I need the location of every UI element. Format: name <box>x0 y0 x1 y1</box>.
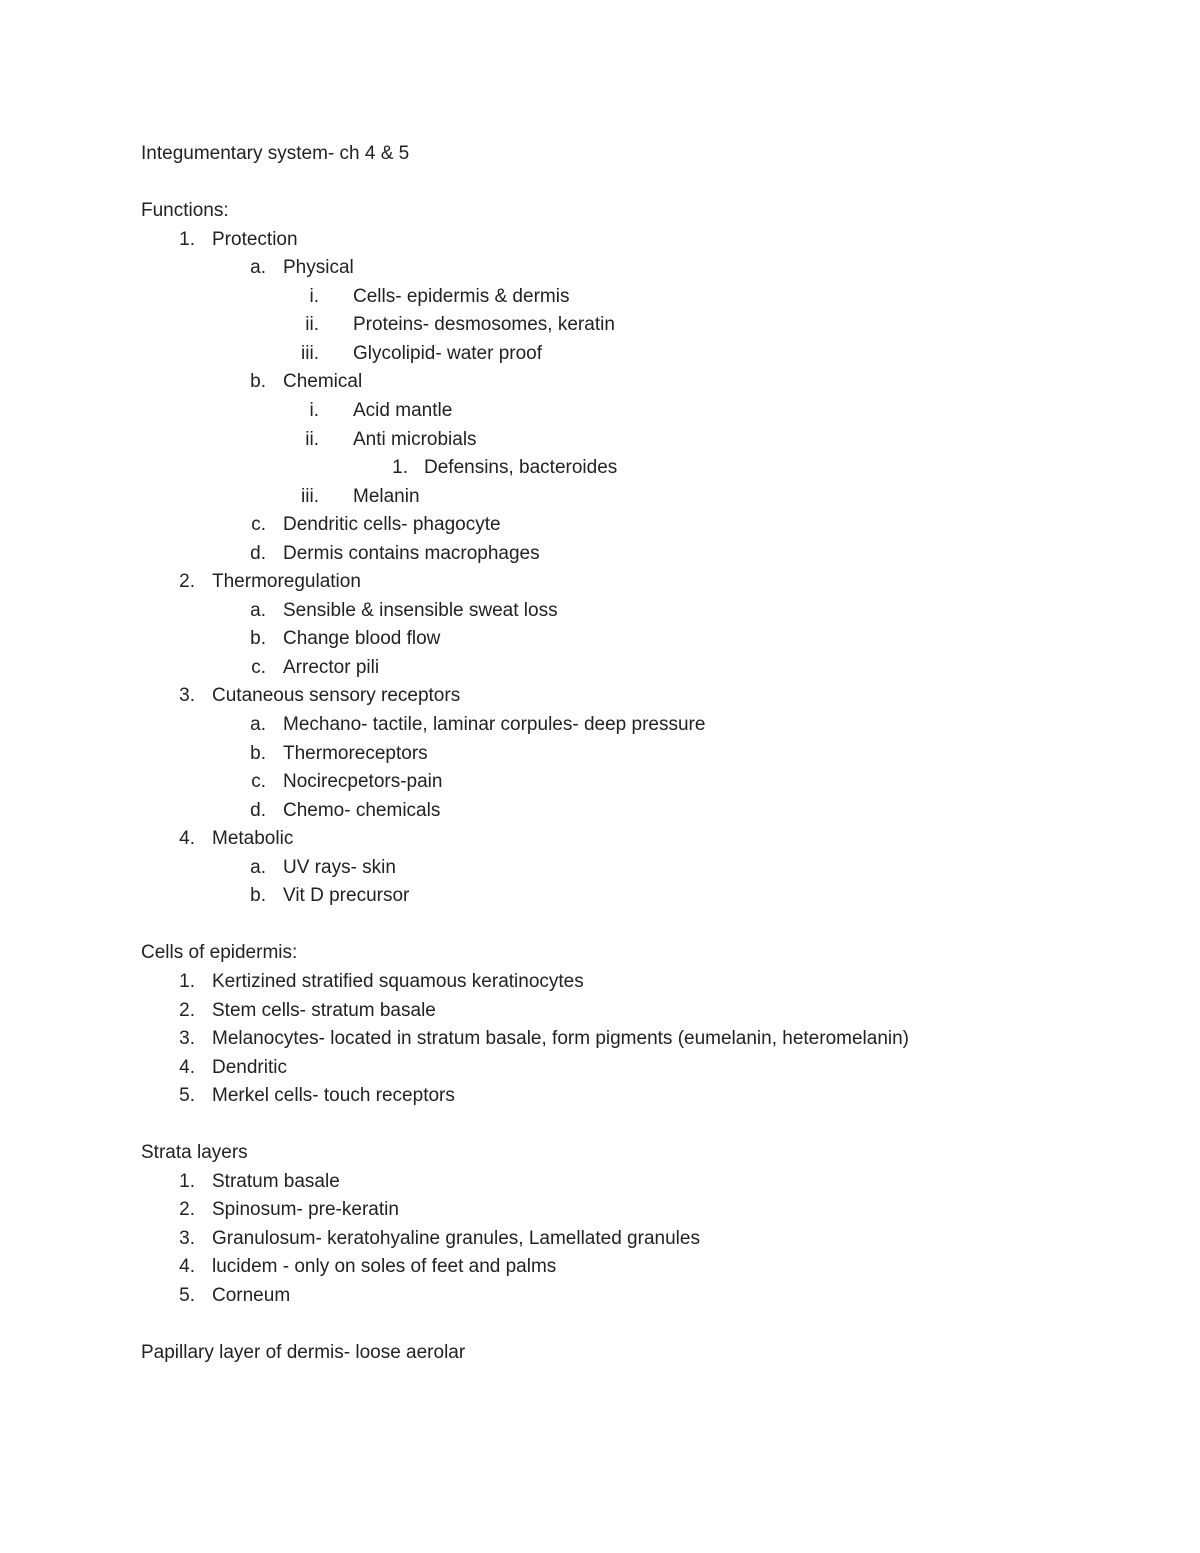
document-title: Integumentary system- ch 4 & 5 <box>141 143 410 164</box>
list-marker: i. <box>309 399 319 421</box>
list-item: Dendritic cells- phagocyte <box>283 514 501 536</box>
list-item: Nocirecpetors-pain <box>283 771 443 793</box>
list-item: Corneum <box>212 1285 291 1306</box>
list-item: Proteins- desmosomes, keratin <box>353 314 615 336</box>
list-marker: c. <box>251 771 266 793</box>
list-item: Chemo- chemicals <box>283 799 441 821</box>
list-marker: iii. <box>301 485 319 507</box>
list-marker: 3. <box>179 685 195 707</box>
list-item: Dendritic <box>212 1056 287 1078</box>
list-marker: 1. <box>392 457 408 479</box>
list-item: Defensins, bacteroides <box>424 457 618 479</box>
list-item: Mechano- tactile, laminar corpules- deep pressure <box>283 714 706 735</box>
list-marker: 1. <box>179 228 195 250</box>
list-marker: 3. <box>179 1028 195 1050</box>
section-heading: Functions: <box>141 200 229 222</box>
list-marker: 2. <box>179 1199 195 1221</box>
list-marker: 4. <box>179 828 195 850</box>
list-item: Thermoreceptors <box>283 742 428 764</box>
list-item: Granulosum- keratohyaline granules, Lamellated granules <box>212 1227 700 1249</box>
list-marker: i. <box>309 285 319 307</box>
list-marker: c. <box>251 514 266 536</box>
section-heading: Papillary layer of dermis- loose aerolar <box>141 1342 466 1364</box>
list-marker: 5. <box>179 1085 195 1107</box>
list-item: Thermoregulation <box>212 571 361 593</box>
list-marker: 5. <box>179 1285 195 1306</box>
section-heading: Strata layers <box>141 1142 248 1164</box>
list-marker: iii. <box>301 342 319 364</box>
list-item: Cells- epidermis & dermis <box>353 285 570 307</box>
list-marker: c. <box>251 656 266 678</box>
list-item: Acid mantle <box>353 399 453 421</box>
list-marker: b. <box>250 742 266 764</box>
list-item: Protection <box>212 228 298 250</box>
list-item: Melanin <box>353 485 420 507</box>
section-heading: Cells of epidermis: <box>141 942 298 964</box>
list-item: Stem cells- stratum basale <box>212 999 436 1021</box>
list-marker: b. <box>250 885 266 907</box>
list-item: Sensible & insensible sweat loss <box>283 599 558 621</box>
list-marker: 2. <box>179 571 195 593</box>
list-marker: 4. <box>179 1056 195 1078</box>
list-marker: 3. <box>179 1227 195 1249</box>
list-marker: 4. <box>179 1256 195 1278</box>
list-marker: d. <box>250 542 266 564</box>
list-marker: 1. <box>179 1170 195 1192</box>
list-item: Spinosum- pre-keratin <box>212 1199 399 1221</box>
list-marker: ii. <box>305 428 319 450</box>
list-item: Chemical <box>283 371 363 393</box>
list-item: Cutaneous sensory receptors <box>212 685 461 707</box>
list-item: Arrector pili <box>283 656 380 678</box>
list-marker: 2. <box>179 999 195 1021</box>
list-item: UV rays- skin <box>283 856 396 878</box>
list-marker: a. <box>250 599 266 621</box>
list-item: Glycolipid- water proof <box>353 342 543 364</box>
list-item: Metabolic <box>212 828 294 850</box>
list-item: Anti microbials <box>353 428 477 450</box>
list-marker: a. <box>250 714 266 735</box>
list-marker: b. <box>250 628 266 650</box>
list-item: Melanocytes- located in stratum basale, form pigments (eumelanin, heteromelanin) <box>212 1028 909 1050</box>
list-marker: 1. <box>179 970 195 992</box>
list-item: Merkel cells- touch receptors <box>212 1085 455 1107</box>
list-item: lucidem - only on soles of feet and palms <box>212 1256 557 1278</box>
list-item: Kertizined stratified squamous keratinocytes <box>212 970 584 992</box>
list-marker: d. <box>250 799 266 821</box>
list-item: Dermis contains macrophages <box>283 542 540 564</box>
list-item: Change blood flow <box>283 628 441 650</box>
list-item: Stratum basale <box>212 1170 340 1192</box>
list-marker: b. <box>250 371 266 393</box>
list-marker: ii. <box>305 314 319 336</box>
list-item: Vit D precursor <box>283 885 410 907</box>
list-marker: a. <box>250 257 266 279</box>
list-marker: a. <box>250 856 266 878</box>
list-item: Physical <box>283 257 354 279</box>
